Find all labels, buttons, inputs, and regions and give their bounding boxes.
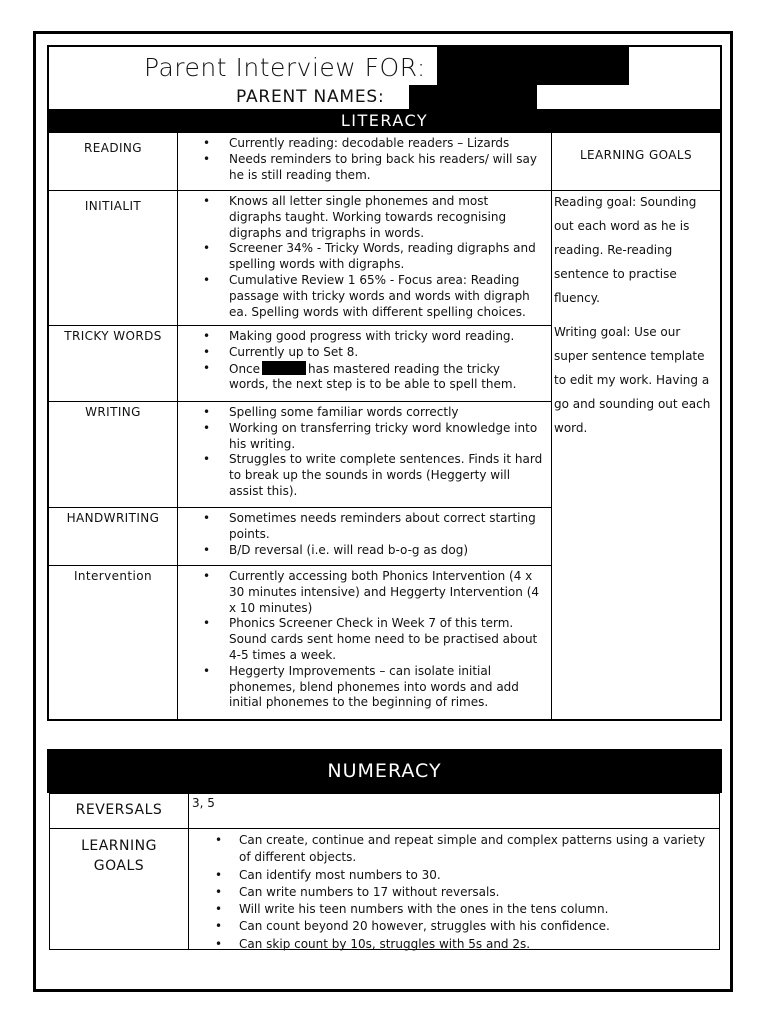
row-divider xyxy=(49,190,551,191)
row-divider xyxy=(49,325,551,326)
row-label-handwriting: HANDWRITING xyxy=(66,511,160,525)
numeracy-heading: NUMERACY xyxy=(47,749,722,793)
title-row xyxy=(49,47,720,109)
list-item: • Struggles to write complete sentences. Finds it hard to break up the sounds in words (Heggerty will assist this). xyxy=(203,452,543,499)
list-item: • Heggerty Improvements – can isolate initial phonemes, blend phonemes into words and add initial phonemes to the beginning of rimes. xyxy=(203,664,543,711)
learning-goals-text xyxy=(554,190,716,450)
list-item: • Making good progress with tricky word reading. xyxy=(203,329,543,345)
list-item: • Cumulative Review 1 65% - Focus area: Reading passage with tricky words and words with digraph ea. Spelling words with different spelling choices. xyxy=(203,273,543,320)
row-label-reversals: REVERSALS xyxy=(75,802,163,818)
row-label-learning-goals-line2: GOALS xyxy=(93,858,145,874)
list-item: • Currently up to Set 8. xyxy=(203,345,543,361)
numeracy-learning-goals xyxy=(215,832,715,953)
row-content-tricky-words xyxy=(203,329,543,393)
row-divider xyxy=(49,401,551,402)
literacy-heading: LITERACY xyxy=(49,109,720,133)
row-content-handwriting xyxy=(203,511,543,558)
writing-goal: Writing goal: Use our super sentence template to edit my work. Having a go and sounding out each word. xyxy=(554,325,711,435)
list-item: • Can create, continue and repeat simple and complex patterns using a variety of different objects. xyxy=(215,832,715,867)
numeracy-section xyxy=(47,749,722,952)
row-label-writing: WRITING xyxy=(85,405,141,419)
parent-names-label: PARENT NAMES: xyxy=(236,87,385,107)
row-divider xyxy=(49,507,551,508)
literacy-table xyxy=(49,133,720,719)
list-item: • Can identify most numbers to 30. xyxy=(215,867,715,884)
row-divider xyxy=(49,565,551,566)
list-item: • Spelling some familiar words correctly xyxy=(203,405,543,421)
row-divider xyxy=(50,828,719,829)
row-content-intervention xyxy=(203,569,543,711)
literacy-section xyxy=(47,45,722,721)
column-divider xyxy=(551,133,552,719)
list-item: • Screener 34% - Tricky Words, reading digraphs and spelling words with digraphs. xyxy=(203,241,543,273)
list-item-prefix: Once xyxy=(229,361,261,376)
row-label-initialit: INITIALIT xyxy=(84,199,142,213)
row-content-initialit xyxy=(203,194,543,320)
list-item: • Currently accessing both Phonics Intervention (4 x 30 minutes intensive) and Heggerty Intervention (4 x 10 minutes) xyxy=(203,569,543,616)
redacted-student-name xyxy=(262,361,306,375)
column-divider xyxy=(188,794,189,949)
row-label-reading: READING xyxy=(84,141,142,155)
reversals-value: 3, 5 xyxy=(192,796,215,810)
reading-goal: Reading goal: Sounding out each word as he is reading. Re-reading sentence to practise fluency. xyxy=(554,195,697,305)
list-item: • Sometimes needs reminders about correct starting points. xyxy=(203,511,543,543)
row-content-reading xyxy=(203,136,543,183)
list-item: • Currently reading: decodable readers – Lizards xyxy=(203,136,543,152)
list-item: • Can count beyond 20 however, struggles with his confidence. xyxy=(215,918,715,935)
list-item: • Can skip count by 10s, struggles with 5s and 2s. xyxy=(215,936,715,953)
row-content-writing xyxy=(203,405,543,500)
list-item: • Knows all letter single phonemes and most digraphs taught. Working towards recognising digraphs and trigraphs in words. xyxy=(203,194,543,241)
page-title: Parent Interview FOR: xyxy=(144,53,426,82)
list-item: • Phonics Screener Check in Week 7 of this term. Sound cards sent home need to be practised about 4-5 times a week. xyxy=(203,616,543,663)
list-item: • Will write his teen numbers with the ones in the tens column. xyxy=(215,901,715,918)
list-item: • Can write numbers to 17 without reversals. xyxy=(215,884,715,901)
list-item: • B/D reversal (i.e. will read b-o-g as dog) xyxy=(203,543,543,559)
redacted-student-name xyxy=(437,47,629,85)
column-divider xyxy=(177,133,178,719)
learning-goals-heading: LEARNING GOALS xyxy=(579,148,693,162)
list-item xyxy=(203,361,543,394)
row-label-learning-goals-line1: LEARNING xyxy=(81,838,157,854)
numeracy-table xyxy=(49,793,720,950)
list-item: • Needs reminders to bring back his readers/ will say he is still reading them. xyxy=(203,152,543,184)
row-label-intervention: Intervention xyxy=(73,569,153,583)
redacted-parent-names xyxy=(409,85,537,109)
list-item: • Working on transferring tricky word knowledge into his writing. xyxy=(203,421,543,453)
list-item-suffix: has mastered reading the tricky words, the next step is to be able to spell them. xyxy=(229,361,517,392)
row-label-tricky-words: TRICKY WORDS xyxy=(64,329,162,343)
